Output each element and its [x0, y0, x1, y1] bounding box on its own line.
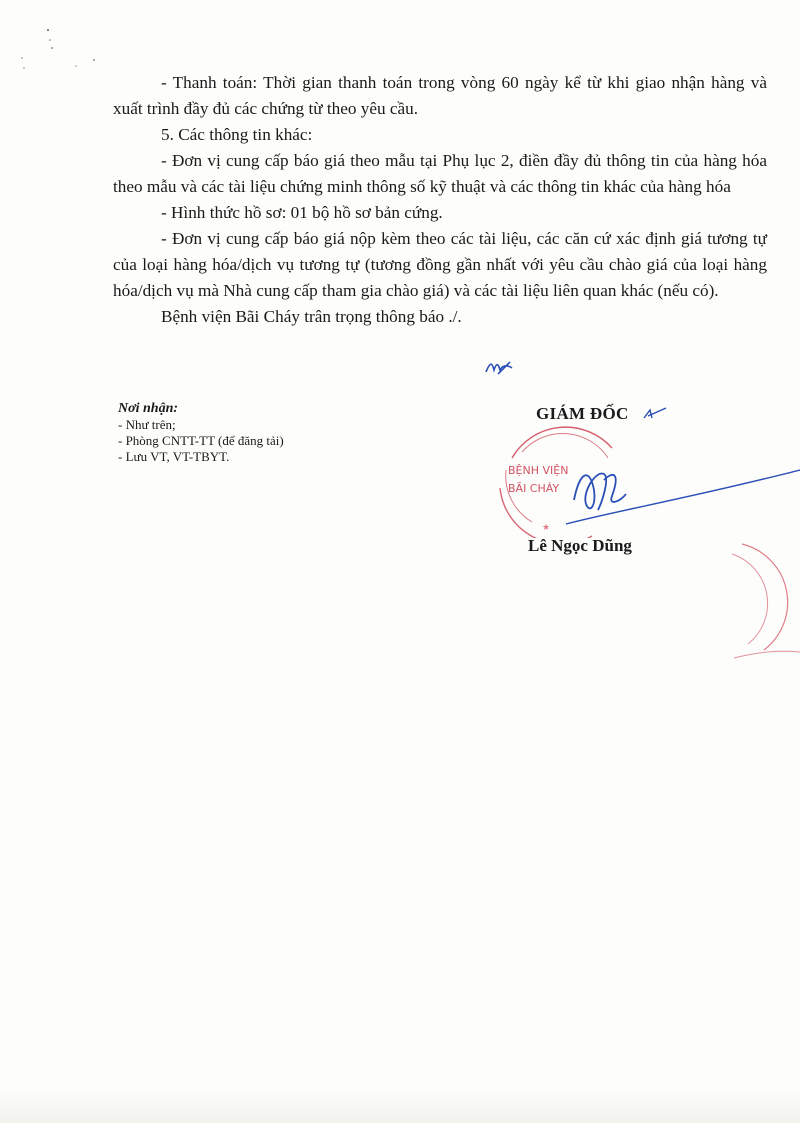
initials-mark	[482, 356, 522, 378]
director-signature	[560, 440, 800, 540]
recipients-title: Nơi nhận:	[118, 401, 179, 416]
recipients-block	[118, 400, 418, 465]
recipient-item: - Như trên;	[118, 417, 176, 432]
paragraph-closing: Bệnh viện Bãi Cháy trân trọng thông báo ./.	[161, 307, 462, 326]
page-edge-seal-fragment	[728, 540, 800, 660]
paragraph-payment: - Thanh toán: Thời gian thanh toán trong vòng 60 ngày kể từ khi giao nhận hàng và xuất trình đầy đủ các chứng từ theo yêu cầu.	[113, 73, 767, 118]
paragraph-other-info-heading: 5. Các thông tin khác:	[161, 125, 313, 144]
scan-speck-marks	[14, 14, 104, 74]
signatory-title: GIÁM ĐỐC	[536, 404, 629, 423]
seal-text-line2: BÃI CHÁY	[508, 482, 560, 495]
recipient-item: - Lưu VT, VT-TBYT.	[118, 449, 230, 464]
body-text	[113, 70, 767, 330]
scan-bottom-edge	[0, 1090, 800, 1123]
recipient-item: - Phòng CNTT-TT (để đăng tải)	[118, 433, 284, 448]
title-initial-mark	[640, 404, 670, 424]
paragraph-quotation-form: - Đơn vị cung cấp báo giá theo mẫu tại Phụ lục 2, điền đầy đủ thông tin của hàng hóa theo mẫu và các tài liệu chứng minh thông số kỹ thuật và các thông tin khác của hàng hóa	[113, 151, 767, 196]
paragraph-document-format: - Hình thức hồ sơ: 01 bộ hồ sơ bản cứng.	[161, 203, 443, 222]
svg-text:★: ★	[542, 523, 551, 533]
paragraph-supporting-documents: - Đơn vị cung cấp báo giá nộp kèm theo các tài liệu, các căn cứ xác định giá tương tự của loại hàng hóa/dịch vụ tương tự (tương đồng gần nhất với yêu cầu chào giá của loại hàng hóa/dịch vụ mà Nhà cung cấp tham gia chào giá) và các tài liệu liên quan khác (nếu có).	[113, 229, 767, 300]
signatory-name: Lê Ngọc Dũng	[528, 536, 632, 555]
seal-text-line1: BỆNH VIỆN	[508, 464, 569, 477]
